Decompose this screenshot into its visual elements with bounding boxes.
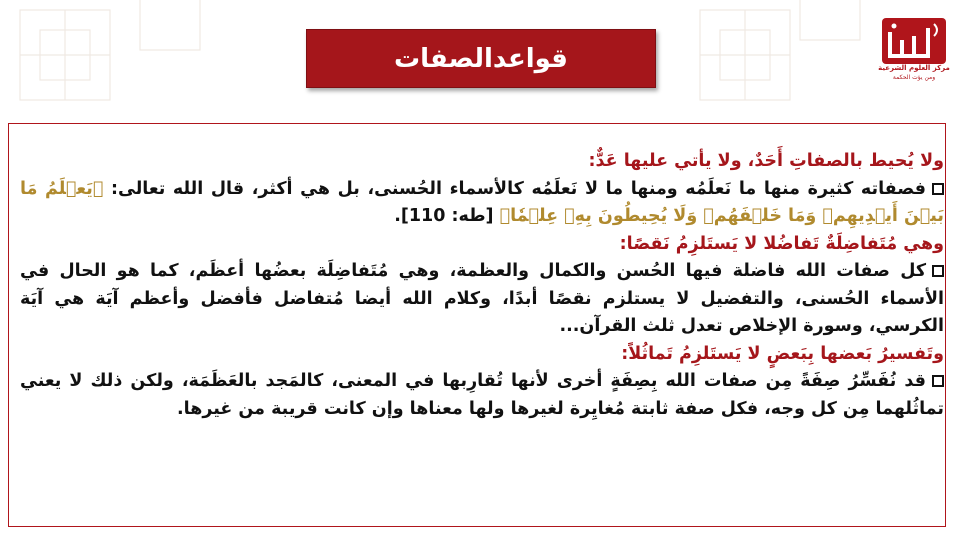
- verse-citation: [طه: 110].: [394, 206, 500, 226]
- logo-subtitle: مركز العلوم الشرعية: [878, 64, 950, 72]
- block-heading-2: وهي مُتَفاضِلَةٌ تَفاضُلا لا يَستَلزِمُ نَقصًا:: [619, 233, 944, 254]
- logo-tagline: ومن يؤت الحكمة: [892, 74, 936, 81]
- block-paragraph-1: [20, 176, 944, 231]
- page-title: قواعدالصفات: [394, 43, 568, 74]
- checkbox-bullet-icon: [932, 183, 944, 195]
- block-heading-1: ولا يُحيط بالصفاتِ أَحَدٌ، ولا يأتي عليها عَدٌّ:: [588, 151, 944, 171]
- content-body: [20, 148, 944, 423]
- checkbox-bullet-icon: [932, 375, 944, 387]
- block-text-1: فصفاته كثيرة منها ما نَعلَمُه ومنها ما لا نَعلَمُه كالأسماء الحُسنى، بل هي أكثر، قال الله تعالى:: [103, 178, 926, 199]
- block-text-2: كل صفات الله فاضلة فيها الحُسن والكمال والعظمة، وهي مُتَفاضِلَة بعضُها أعظَم، كما هو الحال في الأسماء الحُسنى، والتفضيل لا يستلزم نقصًا أبدًا، وكلام الله أيضا مُتفاضل فأفضل وأعظم آيَة هي آيَة الكرسي، وسورة الإخلاص تعدل ثلث القرآن...: [20, 261, 944, 336]
- block-paragraph-2: [20, 258, 944, 341]
- block-text-3: قد نُفَسِّرُ صِفَةً مِن صفات الله بِصِفَةٍ أخرى لأنها تُقارِبها في المعنى، كالمَجد بالعَظَمَة، ولكن ذلك لا يعني تماثُلهما مِن كل وجه، فكل صفة ثابتة مُغايِرة لغيرها ولها معناها وإن كانت قريبة من غيرها.: [20, 371, 944, 419]
- quran-verse: ﴿يَعۡلَمُ مَا بَيۡنَ أَيۡدِيهِمۡ وَمَا خَلۡفَهُمۡ وَلَا يُحِيطُونَ بِهِۦ عِلۡمٗا﴾: [20, 178, 944, 226]
- checkbox-bullet-icon: [932, 265, 944, 277]
- block-heading-3: وتَفسيرُ بَعضها بِبَعضٍ لا يَستَلزِمُ تَماثُلاً:: [621, 343, 944, 364]
- title-banner: [306, 29, 656, 88]
- block-paragraph-3: [20, 368, 944, 423]
